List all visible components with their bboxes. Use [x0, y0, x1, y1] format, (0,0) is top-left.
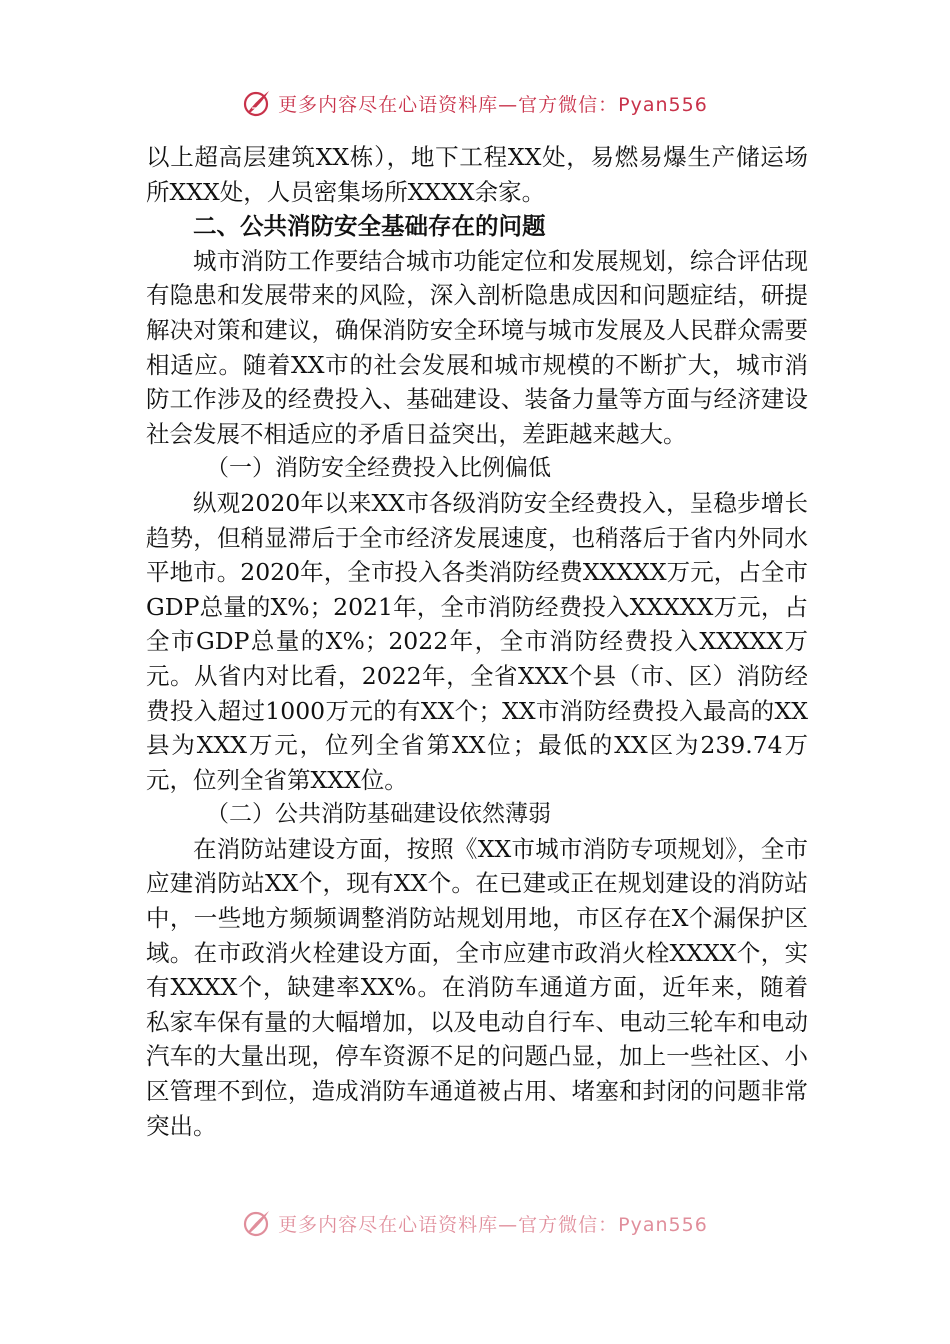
section-heading: 二、公共消防安全基础存在的问题	[193, 212, 546, 241]
watermark-text: 更多内容尽在心语资料库—官方微信：Pyan556	[278, 1213, 708, 1236]
quill-logo-icon	[242, 88, 272, 118]
watermark-footer	[0, 1206, 950, 1240]
paragraph-infrastructure: 在消防站建设方面，按照《XX市城市消防专项规划》，全市应建消防站XX个，现有XX个。在已建或正在规划建设的消防站中，一些地方频频调整消防站规划用地，市区存在X个漏保护区域。在市政消火栓建设方面，全市应建市政消火栓XXXX个，实有XXXX个，缺建率XX%。在消防车通道方面，近年来，随着私家车保有量的大幅增加，以及电动自行车、电动三轮车和电动汽车的大量出现，停车资源不足的问题凸显，加上一些社区、小区管理不到位，造成消防车通道被占用、堵塞和封闭的问题非常突出。	[146, 834, 808, 1140]
watermark-text: 更多内容尽在心语资料库—官方微信：Pyan556	[278, 93, 708, 116]
paragraph-continuation: 以上超高层建筑XX栋），地下工程XX处，易燃易爆生产储运场所XXX处，人员密集场所XXXX余家。	[146, 143, 808, 206]
document-body	[146, 140, 808, 1143]
paragraph-funding: 纵观2020年以来XX市各级消防安全经费投入，呈稳步增长趋势，但稍显滞后于全市经济发展速度，也稍落后于省内外同水平地市。2020年，全市投入各类消防经费XXXXX万元，占全市GDP总量的X%；2021年，全市消防经费投入XXXXX万元，占全市GDP总量的X%；2022年，全市消防经费投入XXXXX万元。从省内对比看，2022年，全省XXX个县（市、区）消防经费投入超过1000万元的有XX个；XX市消防经费投入最高的XX县为XXX万元，位列全省第XX位；最低的XX区为239.74万元，位列全省第XXX位。	[146, 488, 808, 794]
subsection-heading-2: （二）公共消防基础建设依然薄弱	[206, 801, 551, 828]
subsection-heading-1: （一）消防安全经费投入比例偏低	[206, 455, 551, 482]
paragraph-intro: 城市消防工作要结合城市功能定位和发展规划，综合评估现有隐患和发展带来的风险，深入剖析隐患成因和问题症结，研提解决对策和建议，确保消防安全环境与城市发展及人民群众需要相适应。随着XX市的社会发展和城市规模的不断扩大，城市消防工作涉及的经费投入、基础建设、装备力量等方面与经济建设社会发展不相适应的矛盾日益突出，差距越来越大。	[146, 246, 808, 448]
watermark-header	[0, 86, 950, 120]
quill-logo-icon	[242, 1208, 272, 1238]
